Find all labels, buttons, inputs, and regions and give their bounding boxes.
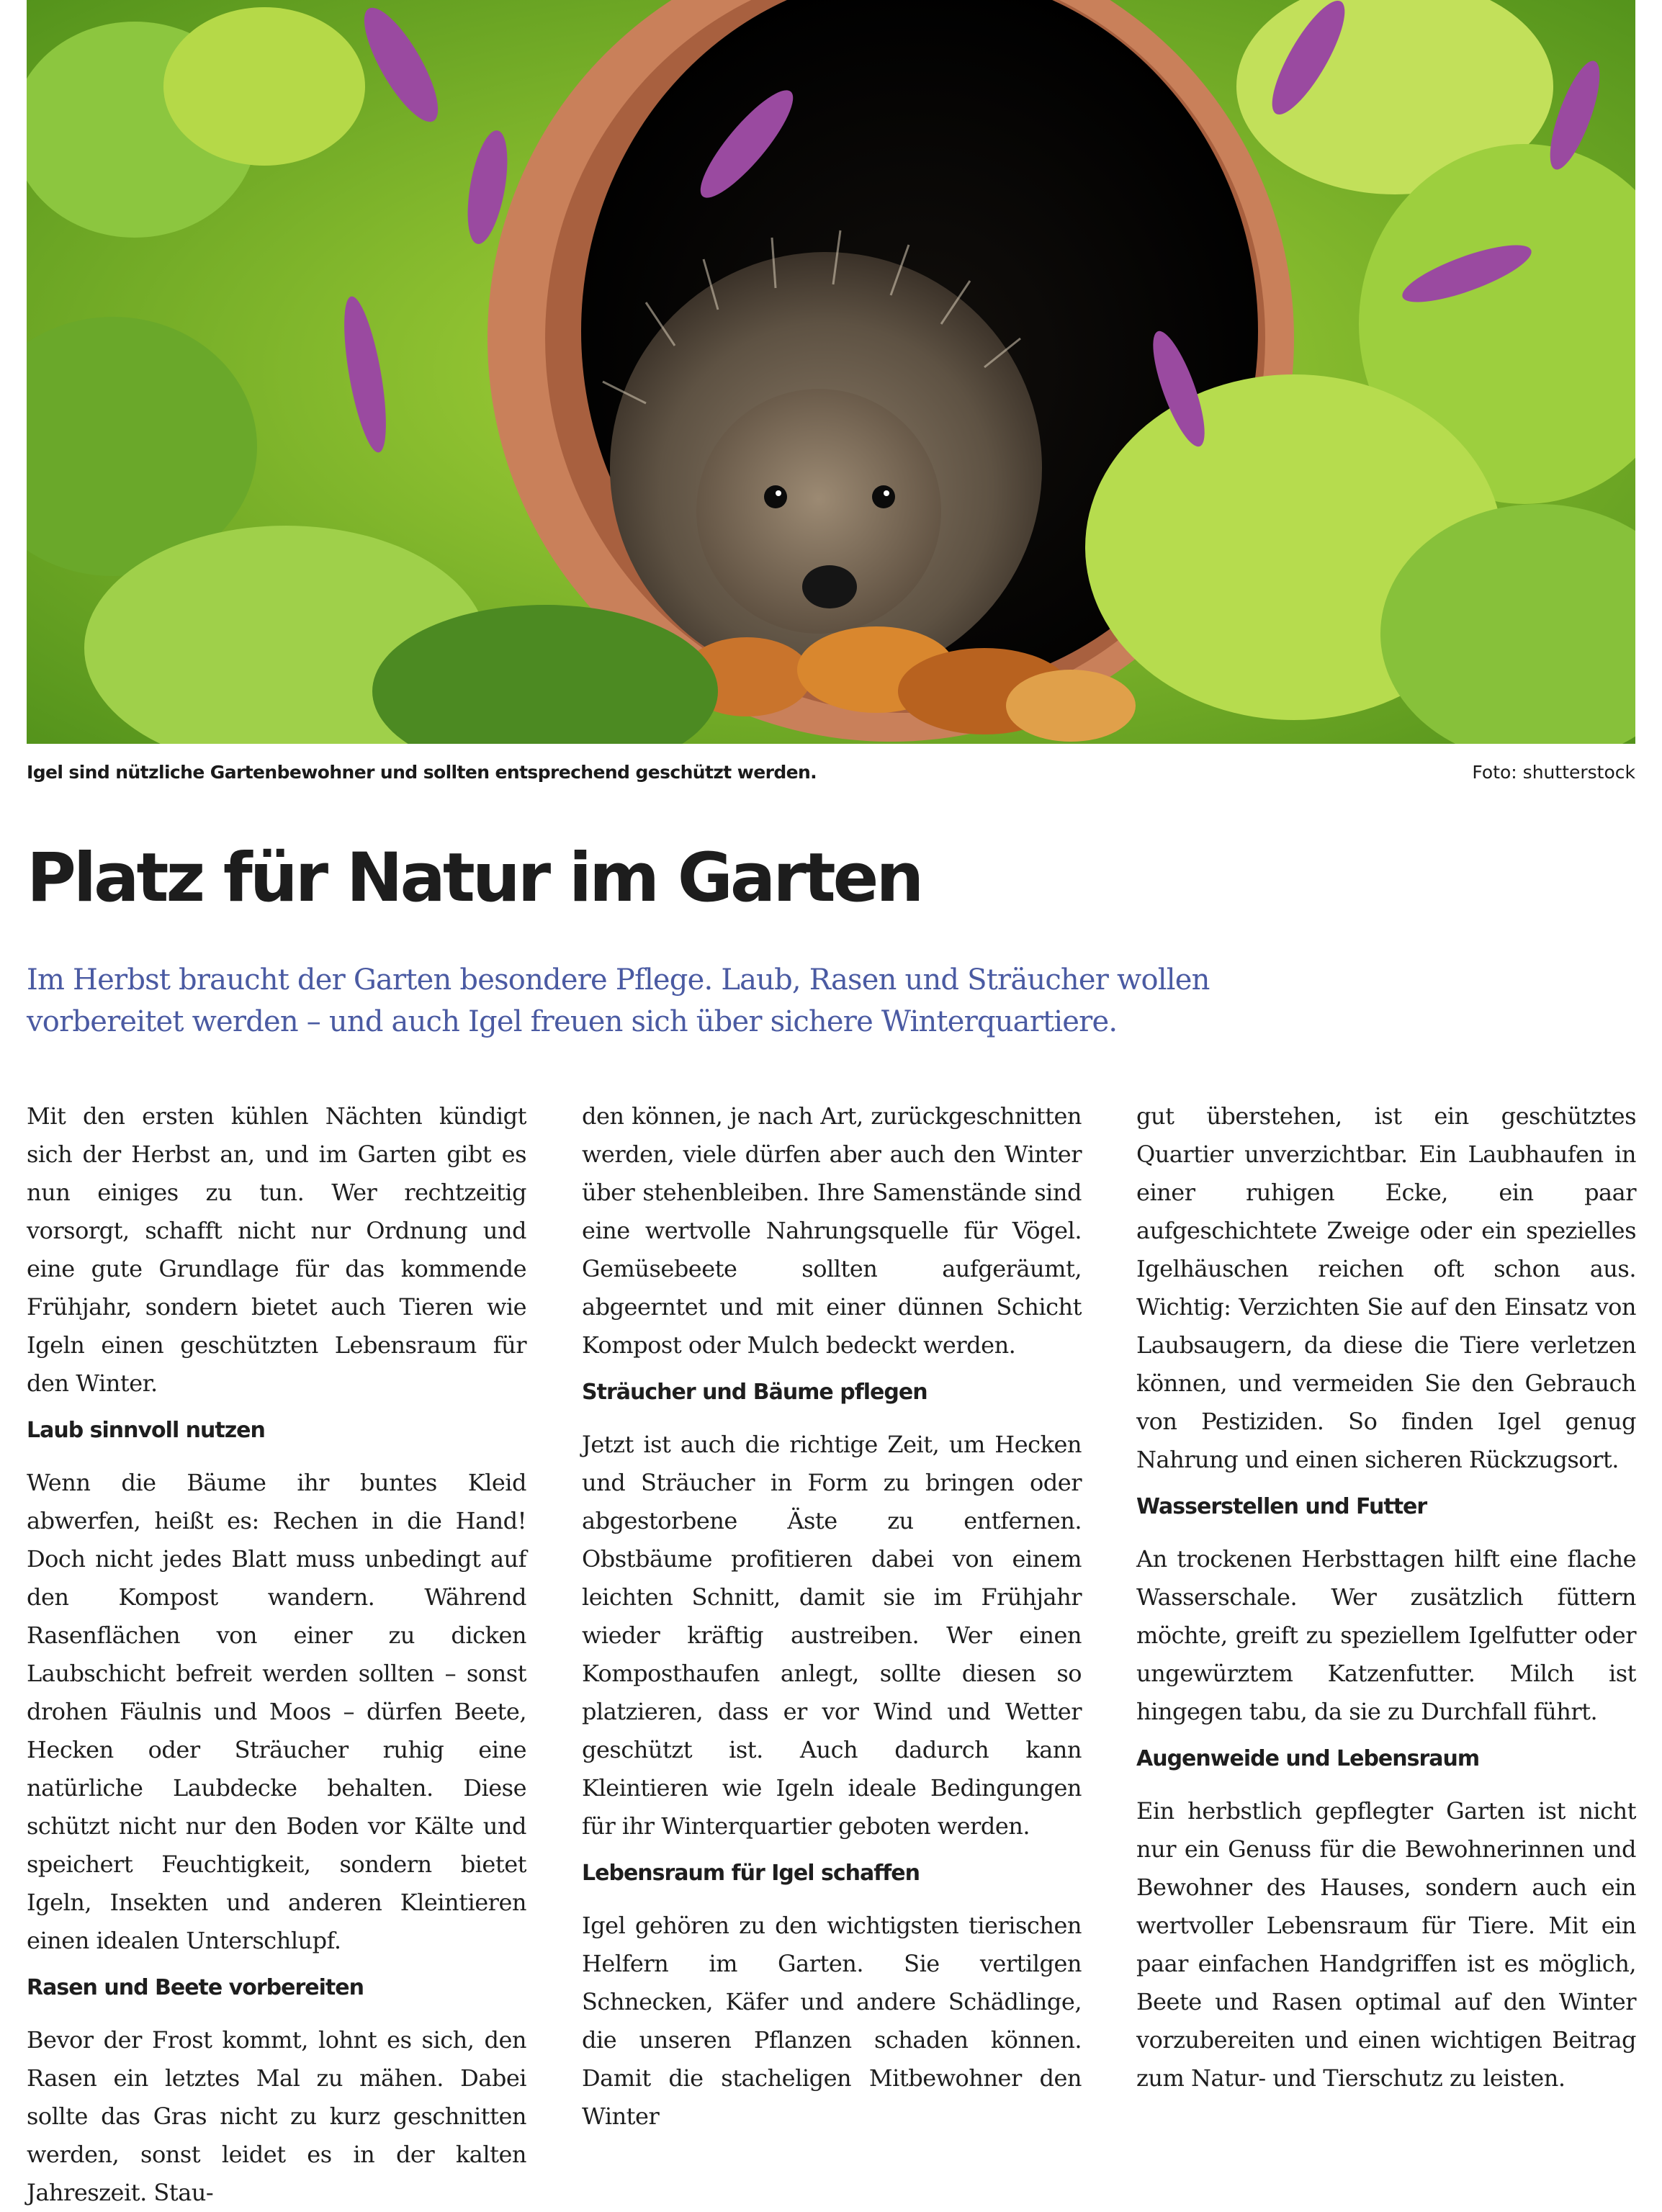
article-lead: Im Herbst braucht der Garten besondere Pflege. Laub, Rasen und Sträucher wollen vorbereitet werden – und auch Igel freuen sich über sichere Winterquartiere. [27, 963, 1210, 1038]
article-column-3 [1136, 1097, 1636, 2098]
section-heading: Rasen und Beete vorbereiten [27, 1975, 364, 2000]
article-column-1 [27, 1097, 526, 2212]
photo-credit: Foto: shutterstock [1472, 762, 1635, 783]
section-heading: Wasserstellen und Futter [1136, 1494, 1427, 1519]
section-heading: Sträucher und Bäume pflegen [582, 1380, 927, 1405]
hero-photo-hedgehog [27, 0, 1635, 744]
body-paragraph: Bevor der Frost kommt, lohnt es sich, den Rasen ein letztes Mal zu mähen. Dabei sollte das Gras nicht zu kurz geschnitten werden, sonst leidet es in der kalten Jahreszeit. Stau- [27, 2026, 526, 2206]
photo-caption-bar [27, 762, 1635, 791]
body-paragraph: Mit den ersten kühlen Nächten kündigt sich der Herbst an, und im Garten gibt es nun einiges zu tun. Wer rechtzeitig vorsorgt, schafft nicht nur Ordnung und eine gute Grundlage für das kommende Frühjahr, sondern bietet auch Tieren wie Igeln einen geschützten Lebensraum für den Winter. [27, 1102, 526, 1397]
body-paragraph: Igel gehören zu den wichtigsten tierischen Helfern im Garten. Sie vertilgen Schnecken, Käfer und andere Schädlinge, die unseren Pflanzen schaden können. Damit die stacheligen Mitbewohner den Winter [582, 1912, 1082, 2130]
body-paragraph: Ein herbstlich gepflegter Garten ist nicht nur ein Genuss für die Bewohnerinnen und Bewohner des Hauses, sondern auch ein wertvoller Lebensraum für Tiere. Mit ein paar einfachen Handgriffen ist es möglich, Beete und Rasen optimal auf den Winter vorzubereiten und einen wichtigen Beitrag zum Natur- und Tierschutz zu leisten. [1136, 1797, 1636, 2092]
body-paragraph: Jetzt ist auch die richtige Zeit, um Hecken und Sträucher in Form zu bringen oder abgestorbene Äste zu entfernen. Obstbäume profitieren dabei von einem leichten Schnitt, damit sie im Frühjahr wieder kräftig austreiben. Wer einen Komposthaufen anlegt, sollte diesen so platzieren, dass er vor Wind und Wetter geschützt ist. Auch dadurch kann Kleintieren wie Igeln ideale Bedingungen für ihr Winterquartier geboten werden. [582, 1431, 1082, 1840]
body-paragraph: An trockenen Herbsttagen hilft eine flache Wasserschale. Wer zusätzlich füttern möchte, greift zu speziellem Igelfutter oder ungewürztem Katzenfutter. Milch ist hingegen tabu, da sie zu Durchfall führt. [1136, 1545, 1636, 1725]
section-heading: Augenweide und Lebensraum [1136, 1746, 1480, 1771]
body-paragraph: Wenn die Bäume ihr buntes Kleid abwerfen, heißt es: Rechen in die Hand! Doch nicht jedes Blatt muss unbedingt auf den Kompost wandern. Während Rasenflächen von einer zu dicken Laubschicht befreit werden sollten – sonst drohen Fäulnis und Moos – dürfen Beete, Hecken oder Sträucher ruhig eine natürliche Laubdecke behalten. Diese schützt nicht nur den Boden vor Kälte und speichert Feuchtigkeit, sondern bietet Igeln, Insekten und anderen Kleintieren einen idealen Unterschlupf. [27, 1469, 526, 1954]
section-heading: Lebensraum für Igel schaffen [582, 1861, 920, 1886]
body-paragraph: gut überstehen, ist ein geschütztes Quartier unverzichtbar. Ein Laubhaufen in einer ruhigen Ecke, ein paar aufgeschichtete Zweige oder ein spezielles Igelhäuschen reichen oft schon aus. Wichtig: Verzichten Sie auf den Einsatz von Laubsaugern, da diese die Tiere verletzen können, und vermeiden Sie den Gebrauch von Pestiziden. So finden Igel genug Nahrung und einen sicheren Rückzugsort. [1136, 1102, 1636, 1473]
photo-caption: Igel sind nützliche Gartenbewohner und sollten entsprechend geschützt werden. [27, 762, 817, 783]
article-headline: Platz für Natur im Garten [27, 839, 922, 917]
body-paragraph: den können, je nach Art, zurückgeschnitten werden, viele dürfen aber auch den Winter über stehenbleiben. Ihre Samenstände sind eine wertvolle Nahrungsquelle für Vögel. Gemüsebeete sollten aufgeräumt, abgeerntet und mit einer dünnen Schicht Kompost oder Mulch bedeckt werden. [582, 1102, 1082, 1359]
article-column-2 [582, 1097, 1082, 2136]
section-heading: Laub sinnvoll nutzen [27, 1418, 265, 1443]
